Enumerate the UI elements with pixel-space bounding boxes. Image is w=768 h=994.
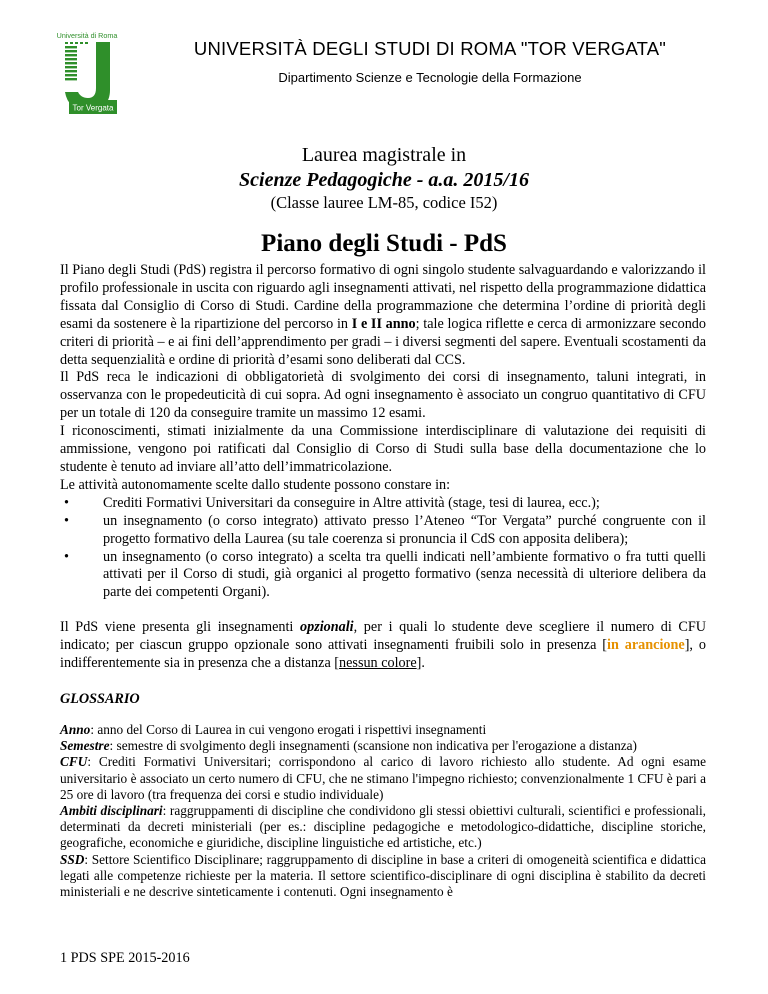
- page-footer: 1 PDS SPE 2015-2016: [60, 950, 190, 966]
- page-title: Piano degli Studi - PdS: [261, 230, 507, 257]
- list-item: • Crediti Formativi Universitari da conseguire in Altre attività (stage, tesi di laurea, ecc.);: [60, 495, 706, 513]
- glossary-entry: Anno: anno del Corso di Laurea in cui vengono erogati i rispettivi insegnamenti: [60, 722, 487, 737]
- glossary-entry: Semestre: semestre di svolgimento degli insegnamenti (scansione non indicativa per l'erogazione a distanza): [60, 738, 637, 754]
- degree-class: (Classe lauree LM-85, codice I52): [270, 193, 498, 212]
- glossary-heading: GLOSSARIO: [60, 690, 140, 707]
- logo-text-bottom: Tor Vergata: [72, 103, 114, 113]
- recognition-paragraph: I riconoscimenti, stimati inizialmente da una Commissione interdisciplinare di valutazione dei requisiti di ammissione, vengono poi ratificati dal Consiglio di Corso di Studi sulla base della documentazione che lo studente è tenuto ad inviare all’atto dell’immatricolazione.: [60, 423, 706, 475]
- list-item: • un insegnamento (o corso integrato) attivato presso l’Ateneo “Tor Vergata” purché congruente con il progetto formativo della Laurea (su tale coerenza si pronuncia il CdS con apposita delibera);: [60, 513, 706, 549]
- glossary-entry: SSD: Settore Scientifico Disciplinare; raggruppamento di discipline in base a criteri di omogeneità scientifica e didattica legati alle competenze richieste per la materia. Il settore scientifico-disciplinare di ogni disciplina è stabilito da decreti ministeriali e ne descrive sinteticamente i contenuti. Ogni insegnamento è: [60, 851, 706, 900]
- activities-intro: Le attività autonomamente scelte dallo studente possono constare in:: [60, 476, 451, 493]
- document-body: [60, 262, 706, 709]
- university-name: UNIVERSITÀ DEGLI STUDI DI ROMA "TOR VERGATA": [193, 38, 667, 59]
- glossary-entry: Ambiti disciplinari: raggruppamenti di discipline che condividono gli stessi obiettivi culturali, scientifici e professionali, determinati da decreti ministeriali (per es.: discipline pedagogiche e metodologico-didattiche, discipline storiche, geografiche, economiche e giuridiche, discipline linguistiche ed artistiche, etc.): [60, 803, 706, 851]
- degree-line: Laurea magistrale in: [301, 144, 467, 166]
- department-name: Dipartimento Scienze e Tecnologie della Formazione: [278, 70, 582, 85]
- degree-name: Scienze Pedagogiche - a.a. 2015/16: [239, 169, 529, 191]
- list-item: • un insegnamento (o corso integrato) a scelta tra quelli indicati nell’ambiente formativo o fra tutti quelli attivati per il Corso di studi, già organici al progetto formativo (senza necessità di ulteriore delibera da parte dei competenti Organi).: [60, 549, 706, 603]
- glossary: [60, 722, 706, 900]
- university-logo: [54, 30, 120, 116]
- logo-text-top: Università di Roma: [56, 31, 118, 40]
- glossary-entry: CFU: Crediti Formativi Universitari; corrispondono al carico di lavoro richiesto allo studente. Ad ogni esame universitario è associato un certo numero di CFU, che ne stimano l'impegno richiesto; convenzionalmente 1 CFU è pari a 25 ore di lavoro (tra frequenza dei corsi e studio individuale): [60, 754, 706, 802]
- optional-paragraph: Il PdS viene presenta gli insegnamenti opzionali, per i quali lo studente deve scegliere il numero di CFU indicato; per ciascun gruppo opzionale sono attivati insegnamenti fruibili solo in presenza [in arancione], o indifferentemente sia in presenza che a distanza [nessun colore].: [60, 619, 706, 672]
- obligations-paragraph: Il PdS reca le indicazioni di obbligatorietà di svolgimento dei corsi di insegnamento, taluni integrati, in osservanza con le propedeuticità di cui sopra. Ad ogni insegnamento è associato un congruo quantitativo di CFU per un totale di 120 da conseguire tramite un massimo 12 esami.: [60, 369, 706, 422]
- intro-paragraph: Il Piano degli Studi (PdS) registra il percorso formativo di ogni singolo studente salvaguardando e valorizzando il profilo professionale in uscita con riguardo agli insegnamenti attivati, nel rispetto della programmazione didattica fissata dal Consiglio di Corso di Studi. Cardine della programmazione che determina l’ordine di priorità degli esami da sostenere è la ripartizione del percorso in I e II anno; tale logica riflette e cerca di armonizzare secondo criteri di priorità – e ai fini dell’apprendimento per gradi – i diversi segmenti del sapere. Eventuali scostamenti da detta sequenzialità e ordine di priorità d’esami sono deliberati dal CCS.: [60, 262, 706, 368]
- activities-list: [60, 495, 706, 602]
